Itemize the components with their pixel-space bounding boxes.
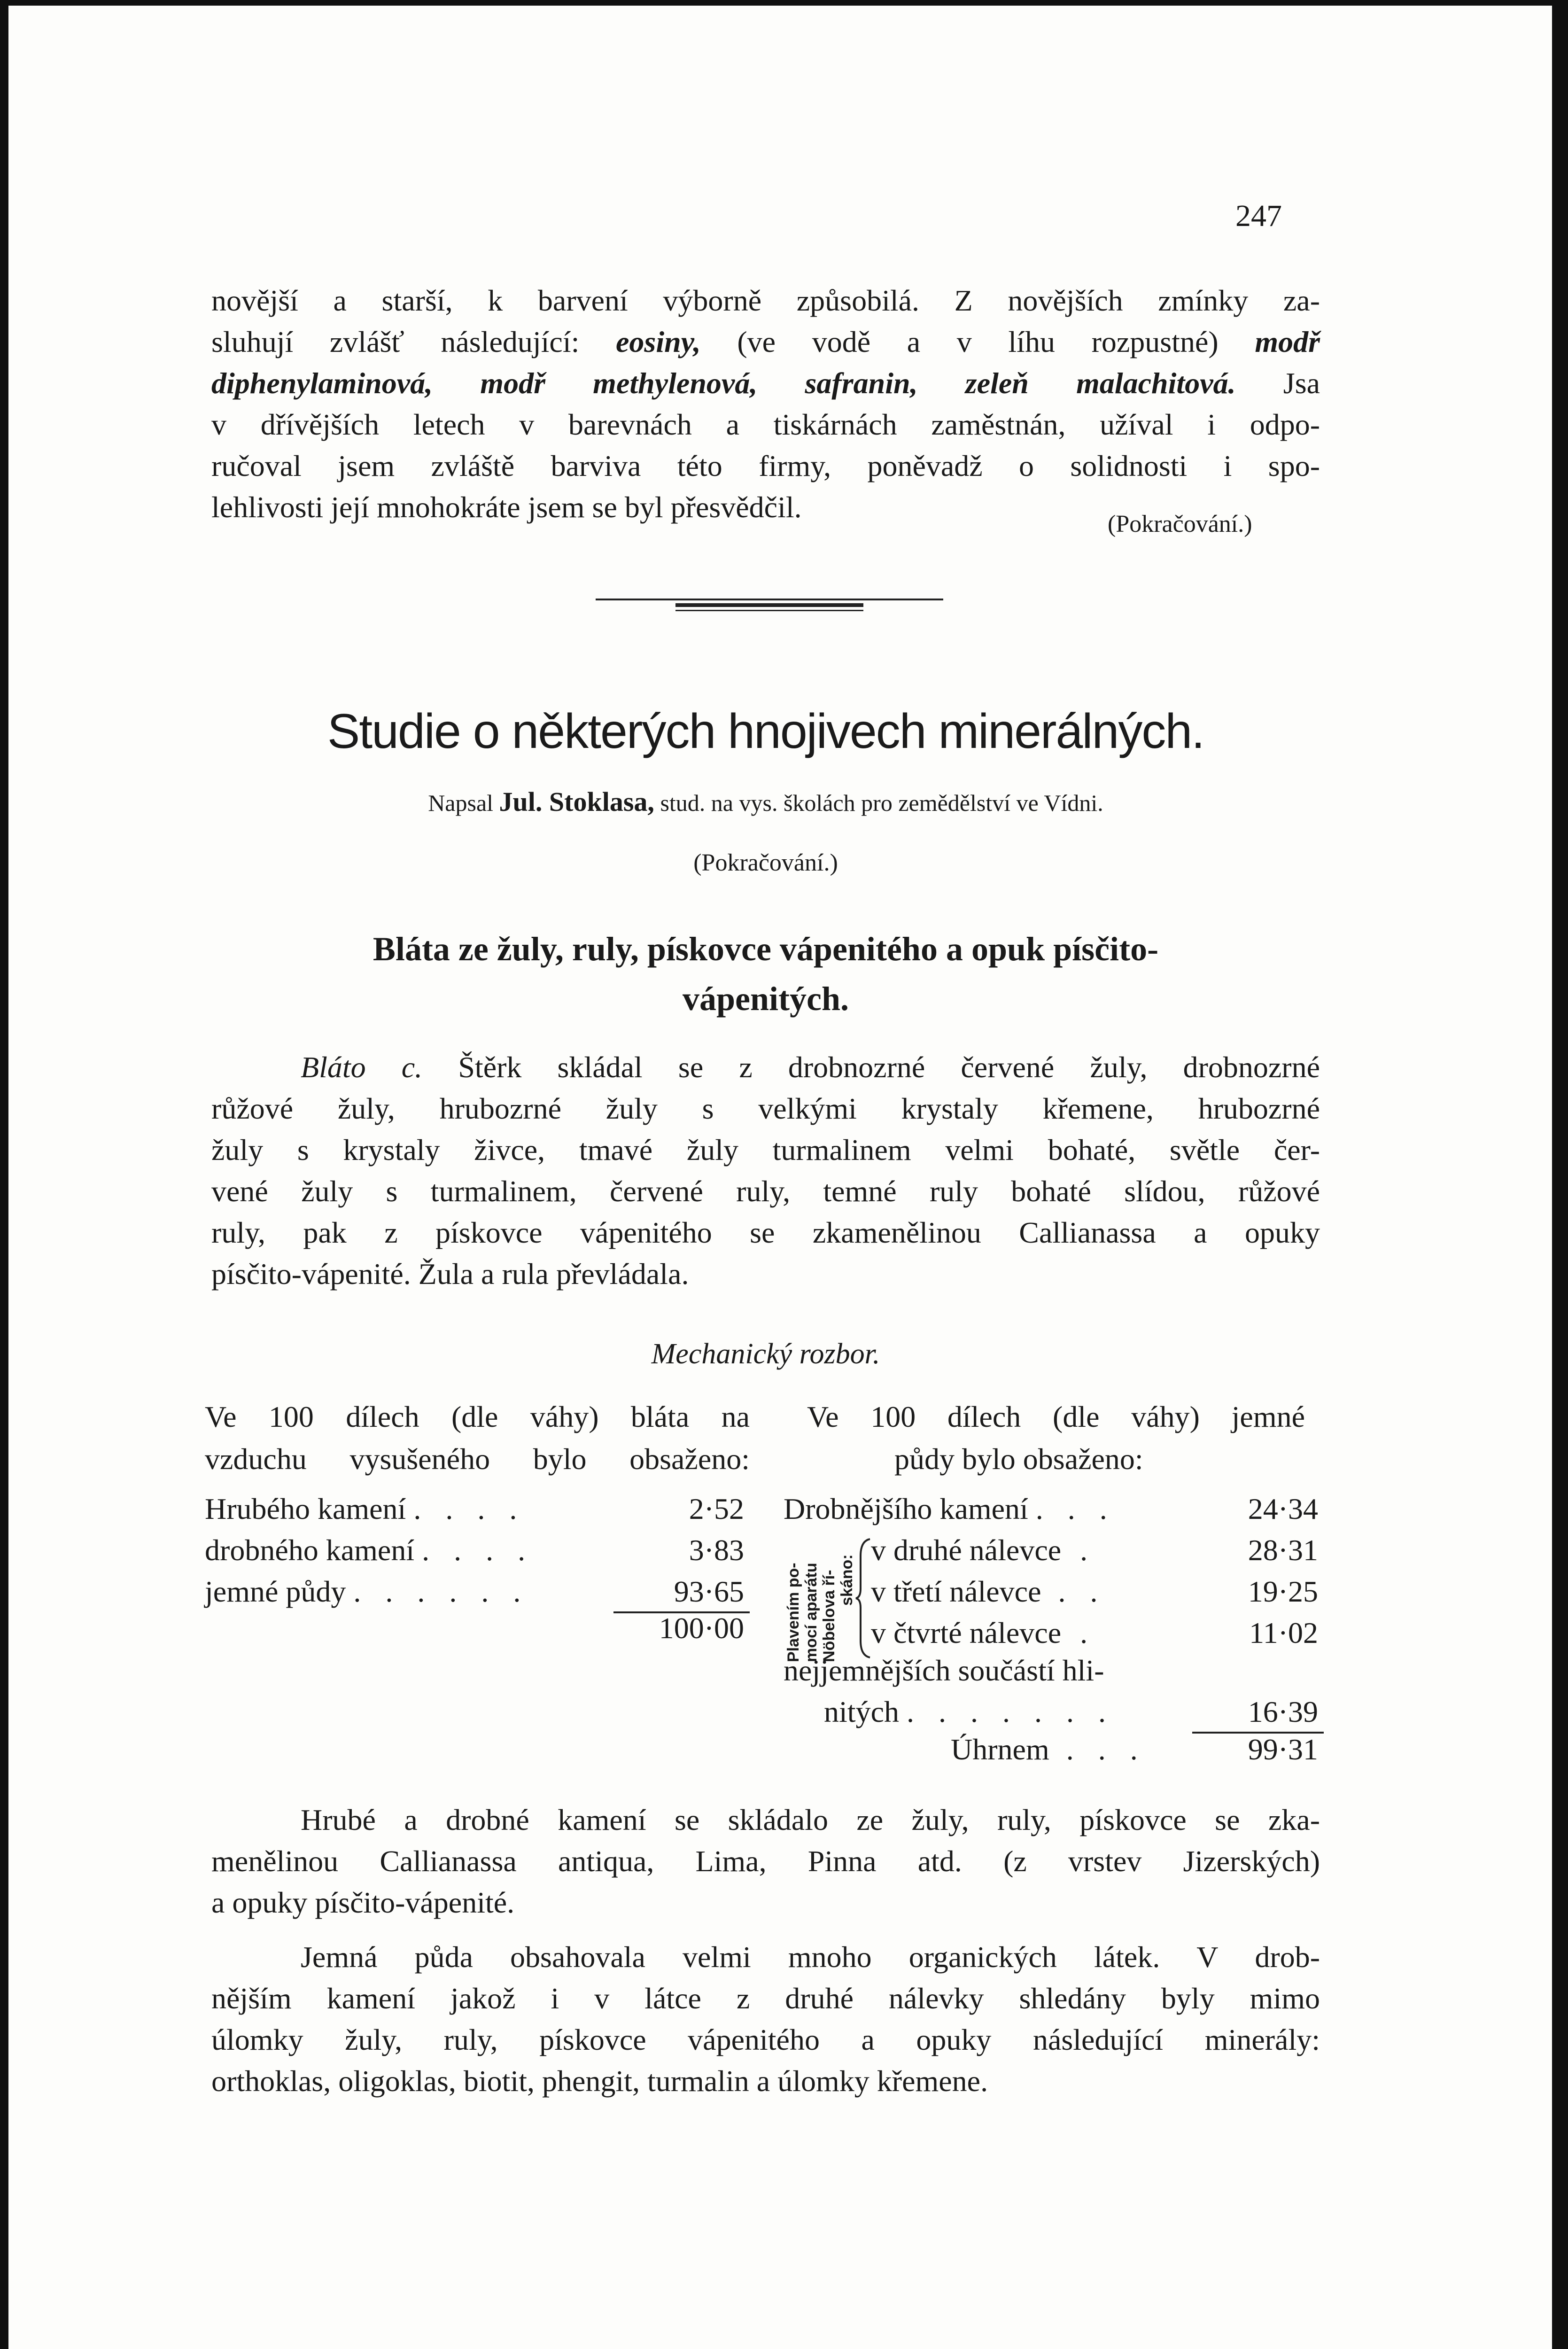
right-row-first-dots: . . . — [1035, 1492, 1116, 1525]
right-row-2-value: 19·25 — [1248, 1575, 1318, 1608]
brace-icon — [854, 1537, 873, 1659]
right-row-finest-2 — [824, 1691, 1114, 1733]
article-continued: (Pokračování.) — [693, 849, 838, 876]
right-row-1-label: v druhé nálevce — [871, 1533, 1062, 1567]
page-number: 247 — [1235, 199, 1282, 233]
analysis-heading: Mechanický rozbor. — [651, 1338, 880, 1370]
book-page — [8, 6, 1552, 2349]
intro-dyes: diphenylaminová, modř methylenová, safranin, zeleň malachitová. — [211, 366, 1236, 400]
left-row-3-value: 93·65 — [674, 1575, 744, 1608]
intro-line-1: novější a starší, k barvení výborně způsobilá. Z novějších zmínky za- — [211, 284, 1320, 317]
left-total-value: 100·00 — [659, 1611, 744, 1645]
right-row-finest-1: nejjemnějších součástí hli- — [784, 1654, 1104, 1687]
right-row-3-label: v čtvrté nálevce — [871, 1616, 1062, 1649]
para1-line-6: písčito-vápenité. Žula a rula převládala. — [211, 1257, 689, 1291]
left-row-1-label: Hrubého kamení — [205, 1492, 406, 1525]
intro-jsa: Jsa — [1283, 366, 1320, 400]
right-row-1-dots: . — [1080, 1533, 1096, 1567]
byline-pre: Napsal — [428, 790, 494, 816]
para1-line-2: růžové žuly, hrubozrné žuly s velkými krystaly křemene, hrubozrné — [211, 1092, 1320, 1125]
byline-post: stud. na vys. školách pro zemědělství ve Vídni. — [660, 790, 1103, 816]
left-row-3-label: jemné půdy — [205, 1575, 346, 1608]
separator-rule-1 — [596, 599, 943, 600]
right-row-3 — [871, 1612, 1096, 1654]
section-heading-1: Bláta ze žuly, ruly, pískovce vápenitého a opuk písčito- — [373, 930, 1159, 968]
separator-rule-2 — [675, 603, 863, 607]
right-total-dots: . . . — [1066, 1733, 1146, 1766]
para1-line-5: ruly, pak z pískovce vápenitého se zkamenělinou Callianassa a opuky — [211, 1216, 1320, 1249]
left-header-1: Ve 100 dílech (dle váhy) bláta na — [205, 1400, 750, 1433]
intro-line-6: lehlivosti její mnohokráte jsem se byl přesvědčil. — [211, 490, 802, 524]
side-label-3: Nöbelova ří- — [820, 1570, 838, 1662]
right-total-value: 99·31 — [1248, 1733, 1318, 1766]
right-row-3-dots: . — [1080, 1616, 1096, 1649]
left-header-2: vzduchu vysušeného bylo obsaženo: — [205, 1442, 750, 1476]
byline-author: Jul. Stoklasa, — [499, 786, 654, 817]
right-row-first — [784, 1488, 1116, 1530]
left-row-1-value: 2·52 — [689, 1492, 744, 1525]
right-header-2: půdy bylo obsaženo: — [894, 1442, 1143, 1476]
paragraph-minerals — [211, 1937, 1320, 2102]
para1-line-1 — [211, 1047, 1320, 1088]
right-row-first-label: Drobnějšího kamení — [784, 1492, 1028, 1525]
article-title: Studie o některých hnojivech minerálných. — [327, 704, 1204, 759]
right-row-2-dots: . . — [1058, 1575, 1106, 1608]
para3-line-2: nějším kamení jakož i v látce z druhé nálevky shledány byly mimo — [211, 1982, 1320, 2015]
right-row-2 — [871, 1571, 1106, 1612]
right-row-2-label: v třetí nálevce — [871, 1575, 1041, 1608]
right-row-finest-value: 16·39 — [1248, 1695, 1318, 1728]
left-row-3-dots: . . . . . . — [353, 1575, 529, 1608]
para2-line-1: Hrubé a drobné kamení se skládalo ze žuly, ruly, pískovce se zka- — [301, 1803, 1320, 1836]
para1-label: Bláto c. — [301, 1050, 423, 1084]
left-row-2 — [205, 1530, 534, 1571]
left-row-1-dots: . . . . — [413, 1492, 526, 1525]
separator-rule-3 — [675, 610, 863, 611]
intro-paragraph — [211, 280, 1320, 528]
section-heading-2: vápenitých. — [682, 980, 849, 1018]
side-label-1: Plavením po- — [784, 1563, 802, 1662]
intro-line-3 — [211, 363, 1320, 404]
intro-line-2 — [211, 321, 1320, 363]
para3-line-3: úlomky žuly, ruly, pískovce vápenitého a opuky následující minerály: — [211, 2023, 1320, 2056]
para2-line-2: menělinou Callianassa antiqua, Lima, Pinna atd. (z vrstev Jizerských) — [211, 1844, 1320, 1878]
para3-line-4: orthoklas, oligoklas, biotit, phengit, turmalin a úlomky křemene. — [211, 2064, 988, 2098]
intro-line-5: ručoval jsem zvláště barviva této firmy, poněvadž o solidnosti i spo- — [211, 449, 1320, 482]
intro-paren: (ve vodě a v líhu rozpustné) — [737, 325, 1219, 358]
right-total-row — [951, 1729, 1146, 1770]
paragraph-blato-c — [211, 1047, 1320, 1295]
para1-line-1-text: Štěrk skládal se z drobnozrné červené žuly, drobnozrné — [458, 1050, 1320, 1084]
byline — [211, 786, 1320, 819]
para1-line-4: vené žuly s turmalinem, červené ruly, temné ruly bohaté slídou, růžové — [211, 1174, 1320, 1208]
side-label-4: skáno: — [838, 1554, 856, 1606]
left-row-1 — [205, 1488, 525, 1530]
right-row-3-value: 11·02 — [1249, 1616, 1318, 1649]
left-row-2-dots: . . . . — [422, 1533, 534, 1567]
para1-line-3: žuly s krystaly živce, tmavé žuly turmalinem velmi bohaté, světle čer- — [211, 1133, 1320, 1167]
intro-eosiny: eosiny, — [616, 325, 701, 358]
right-row-1 — [871, 1530, 1096, 1571]
right-row-finest-label: nitých — [824, 1695, 899, 1728]
intro-continued: (Pokračování.) — [1108, 511, 1252, 537]
right-row-first-value: 24·34 — [1248, 1492, 1318, 1525]
intro-modr: modř — [1255, 325, 1320, 358]
para2-line-3: a opuky písčito-vápenité. — [211, 1886, 515, 1919]
right-total-label: Úhrnem — [951, 1733, 1049, 1766]
left-row-2-value: 3·83 — [689, 1533, 744, 1567]
right-row-1-value: 28·31 — [1248, 1533, 1318, 1567]
right-header-1: Ve 100 dílech (dle váhy) jemné — [807, 1400, 1305, 1433]
intro-line-4: v dřívějších letech v barevnách a tiskárnách zaměstnán, užíval i odpo- — [211, 408, 1320, 441]
paragraph-stones — [211, 1799, 1320, 1923]
left-row-2-label: drobného kamení — [205, 1533, 415, 1567]
left-row-3 — [205, 1571, 529, 1612]
side-label-2: mocí aparátu — [802, 1563, 820, 1662]
right-row-finest-dots: . . . . . . . — [906, 1695, 1114, 1728]
intro-line-2-text: sluhují zvlášť následující: — [211, 325, 580, 358]
para3-line-1: Jemná půda obsahovala velmi mnoho organických látek. V drob- — [301, 1940, 1320, 1974]
